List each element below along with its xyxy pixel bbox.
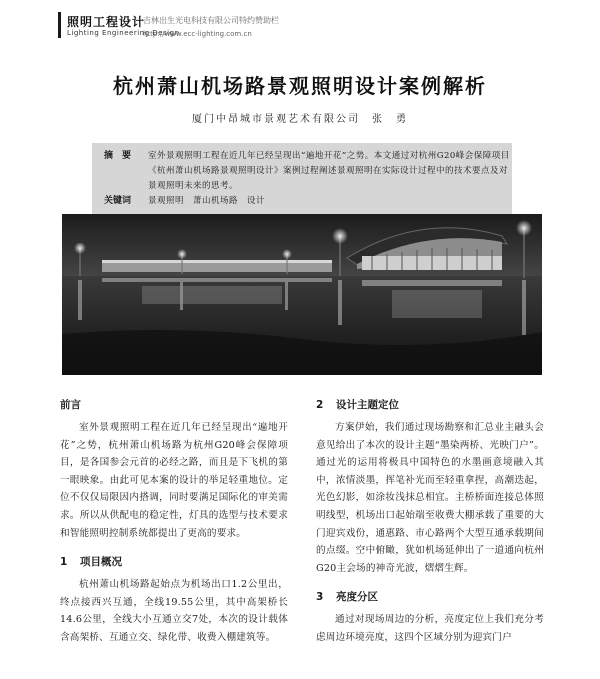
section-number: 1 [60,556,68,569]
keywords-label: 关键词 [104,196,132,206]
paragraph: 杭州萧山机场路起始点为机场出口1.2公里出，终点接西兴互通，全线19.55公里，其中高架桥长14.6公里，全线大小互通立交7处，本次的设计载体含高架桥、互通立交、绿化带、收费入棚建筑等。 [60,579,288,643]
section-heading-3 [316,587,544,607]
abstract-label: 摘 要 [104,151,132,161]
airport-photo-illustration [62,214,542,375]
journal-url: http://www.ecc-lighting.com.cn [143,30,252,38]
abstract-row [104,149,510,194]
section-heading-2 [316,395,544,415]
section-heading-1 [60,552,288,572]
left-column [60,395,288,657]
header-bar [58,12,61,38]
paragraph: 方案伊始，我们通过现场勘察和汇总业主融头会意见给出了本次的设计主题“墨染两桥、光映门户”。通过光的运用将极具中国特色的水墨画意境融入其中，浓情淡墨，挥笔补光而至轻重拿捏，高潮迭起，光色幻影，如涂妆浅抹总相宜。主桥桥面连接总体照明线型，机场出口起始端至收费大棚承载了重要的大门迎宾戏份，通惠路、市心路两个大型互通承载期间的点缀。空中俯瞰，犹如机场延伸出了一道通向杭州G20主会场的神奇光波，熠熠生辉。 [316,422,544,574]
section-number: 2 [316,399,324,411]
airport-night-photo [62,214,542,375]
section-title: 亮度分区 [336,591,378,604]
section-heading-intro [60,395,288,415]
right-column [316,395,544,657]
journal-logo-english: Lighting Engineering Design [67,29,180,37]
journal-logo: 照明工程设计 [67,15,146,29]
section-number: 3 [316,591,324,604]
section-title: 前言 [60,399,81,411]
journal-header [58,10,558,42]
paragraph: 通过对现场周边的分析，亮度定位上我们充分考虑周边环境亮度，这四个区域分别为迎宾门户 [316,614,544,643]
article-author: 厦门中昂城市景观艺术有限公司 张 勇 [192,114,408,125]
keywords-text: 景观照明 萧山机场路 设计 [148,196,266,206]
section-title: 设计主题定位 [336,399,399,411]
abstract-box [92,143,512,215]
keywords-row [104,194,510,209]
article-title: 杭州萧山机场路景观照明设计案例解析 [113,74,487,98]
paragraph: 室外景观照明工程在近几年已经呈现出“遍地开花”之势，杭州萧山机场路为杭州G20峰会保障项目，是各国参会元首的必经之路，而且是下飞机的第一眼映象。由此可见本案的设计的举足轻重地位。定位不仅仅局限因内搭调，同时要满足国际化的审美需求。所以从供配电的稳定性，灯具的选型与技术要求和智能照明控制系统都提出了更高的要求。 [60,422,288,539]
abstract-text: 室外景观照明工程在近几年已经呈现出“遍地开花”之势。本文通过对杭州G20峰会保障项目《杭州萧山机场路景观照明设计》案例过程阐述景观照明在实际设计过程中的技术要点及对景观照明未来的思考。 [148,151,510,191]
section-title: 项目概况 [80,556,122,569]
sponsor-text: 吉林出生光电科技有限公司特约赞助栏 [143,16,279,25]
